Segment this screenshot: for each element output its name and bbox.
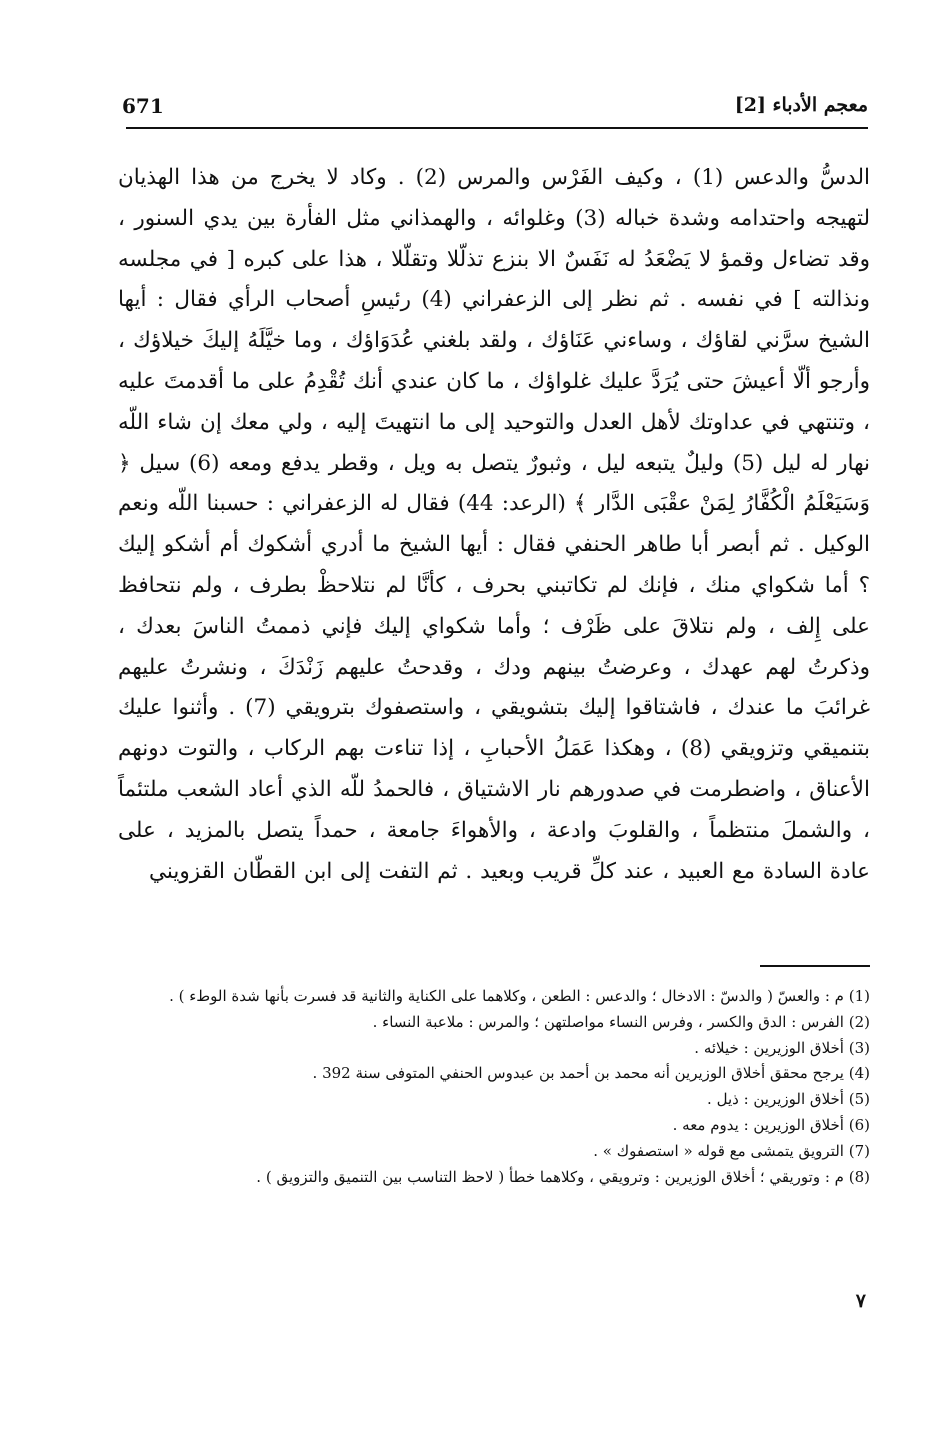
footnote-item: (1) م : والعسّ ( والدسّ : الادخال ؛ والدعس : الطعن ، وكلاهما على الكناية والثانية قد فسرت بأنها شدة الوطء ) . (169, 987, 870, 1005)
footnote-item: (3) أخلاق الوزيرين : خيلائه . (694, 1038, 870, 1057)
signature-mark: ٧ (855, 1290, 866, 1312)
book-title: معجم الأدباء [2] (734, 94, 868, 116)
header-divider (126, 127, 868, 129)
footnote-divider (760, 965, 870, 967)
main-body-text: الدسُّ والدعس (1) ، وكيف الفَرْس والمرس (2) . وكاد لا يخرج من هذا الهذيان لتهيجه واحتدامه وشدة خباله (3) وغلوائه ، والهمذاني مثل الفأرة بين يدي السنور ، وقد تضاءل وقمؤ لا يَضْعَدُ له نَفَسٌ الا بنزع تذلّلا وتقلّلا ، هذا على كبره [ في مجلسه ونذالته ] في نفسه . ثم نظر إلى الزعفراني (4) رئيسِ أصحاب الرأي فقال : أيها الشيخ سرَّني لقاؤك ، وساءني عَنَاؤك ، ولقد بلغني عُدَوَاؤك ، وما خيَّلَهُ إليكَ خيلاؤك ، وأرجو ألّا أعيشَ حتى يُرَدَّ عليك غلواؤك ، ما كان عندي أنك تُقْدِمُ على ما أقدمتَ عليه ، وتنتهي في عداوتك لأهل العدل والتوحيد إلى ما انتهيتَ إليه ، ولي معك إن شاء اللّه نهار له ليل (5) وليلٌ يتبعه ليل ، وثبورٌ يتصل به ويل ، وقطر يدفع ومعه (6) سيل ﴿ وَسَيَعْلَمُ الْكُفَّارُ لِمَنْ عقْبَى الدَّار ﴾ (الرعد: 44) فقال له الزعفراني : حسبنا اللّه ونعم الوكيل . ثم أبصر أبا طاهر الحنفي فقال : أيها الشيخ ما أدري أشكوك أم أشكو إليك ؟ أما شكواي منك ، فإنك لم تكاتبني بحرف ، كأنَّا لم نتلاحظْ بطرف ، ولم نتحافظ على إِلف ، ولم نتلاقَ على ظَرْف ؛ وأما شكواي إليك فإني ذممتُ الناسَ بعدك ، وذكرتُ لهم عهدك ، وعرضتُ بينهم ودك ، وقدحتُ عليهم زَنْدَكَ ، ونشرتُ عليهم غرائبَ ما عندك ، فاشتاقوا إليك بتشويقي ، واستصفوك بترويقي (7) . وأثنوا عليك بتنميقي وتزويقي (8) ، وهكذا عَمَلُ الأحبابِ ، إذا تناءت بهم الركاب ، والتوت دونهم الأعناق ، واضطرمت في صدورهم نار الاشتياق ، فالحمدُ للّه الذي أعاد الشعب ملتئماً ، والشملَ منتظماً ، والقلوبَ وادعة ، والأهواءَ جامعة ، حمداً يتصل بالمزيد ، على عادة السادة مع العبيد ، عند كلِّ قريب وبعيد . ثم التفت إلى ابن القطّان القزويني (118, 165, 870, 884)
footnote-item: (6) أخلاق الوزيرين : يدوم معه . (672, 1115, 870, 1134)
footnote-item: (5) أخلاق الوزيرين : ذيل . (707, 1090, 870, 1109)
footnote-item: (4) يرجح محقق أخلاق الوزيرين أنه محمد بن أحمد بن عبدوس الحنفي المتوفى سنة 392 . (312, 1064, 870, 1083)
page-number: 671 (122, 94, 164, 118)
footnote-item: (7) الترويق يتمشى مع قوله « استصفوك » . (593, 1141, 870, 1160)
footnotes-list (118, 984, 870, 1190)
page-header (122, 92, 868, 126)
footnote-item: (8) م : وتوريقي ؛ أخلاق الوزيرين : وترويقي ، وكلاهما خطأ ( لاحظ التناسب بين التنميق والتزويق ) . (256, 1167, 870, 1186)
footnote-item: (2) الفرس : الدق والكسر ، وفرس النساء مواصلتهن ؛ والمرس : ملاعبة النساء . (372, 1012, 870, 1031)
